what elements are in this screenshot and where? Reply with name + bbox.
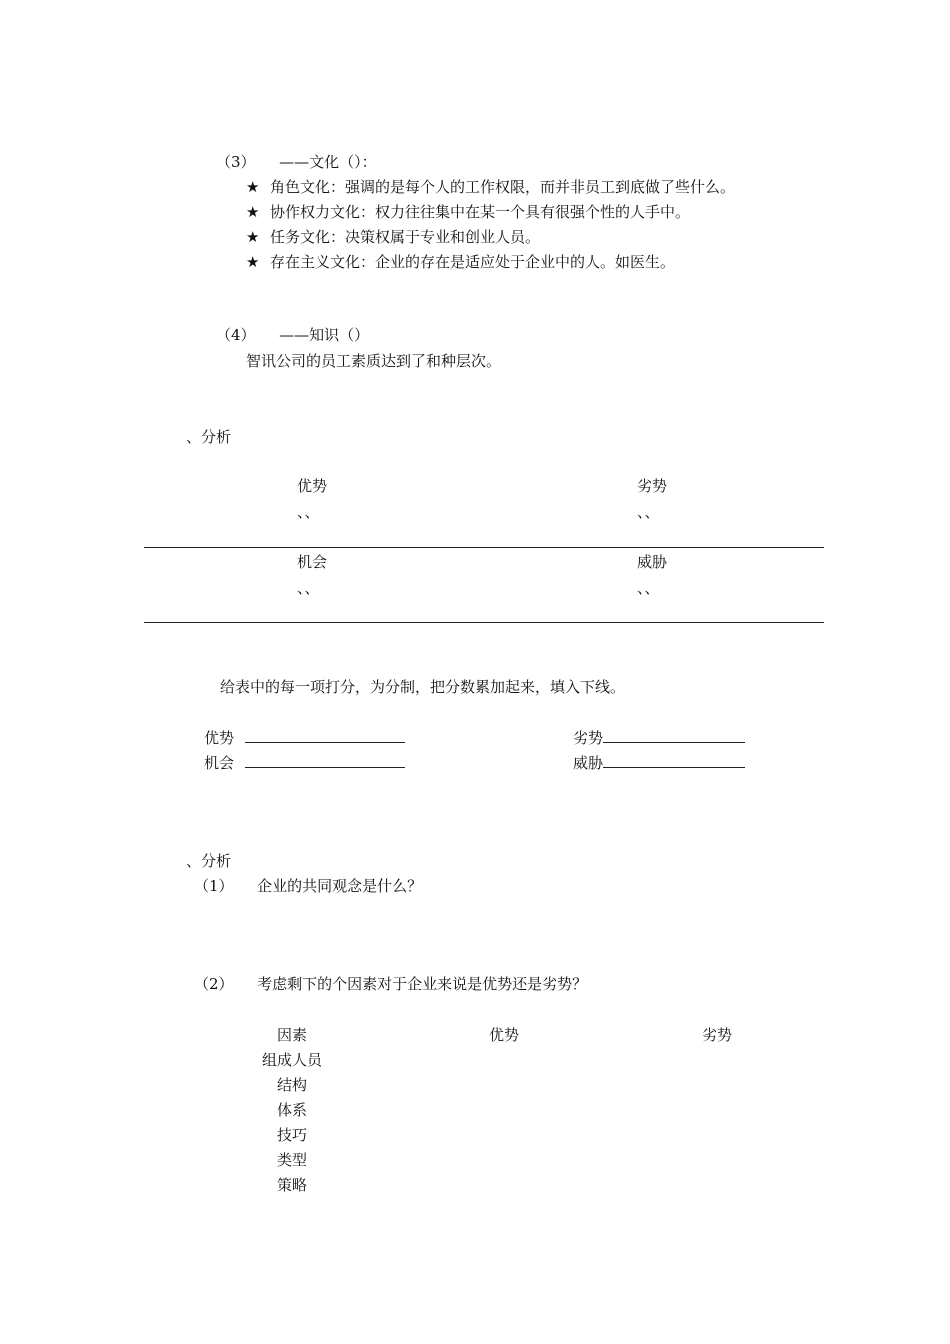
score-weaknesses [573,727,745,748]
analysis2-heading: 、分析 [186,852,232,870]
swot-weaknesses-label: 劣势 [637,477,668,495]
score-threats-label: 威胁 [573,754,604,772]
score-opportunities-blank[interactable] [245,752,405,768]
section4-body: 智讯公司的员工素质达到了和种层次。 [246,352,502,370]
section3-label: （3） [216,153,256,171]
list-item [246,227,540,247]
analysis1-heading: 、分析 [186,428,232,446]
question-1-label: （1） [194,877,234,895]
list-item [246,252,675,272]
list-item-text: 任务文化：决策权属于专业和创业人员。 [270,228,541,246]
section3-title: ——文化（）： [279,153,377,171]
star-icon: ★ [246,178,260,196]
question-1-text: 企业的共同观念是什么？ [257,877,423,895]
score-weaknesses-label: 劣势 [573,729,604,747]
table-header-weakness: 劣势 [702,1026,733,1044]
swot-weaknesses-marks: 、、 [637,503,660,521]
score-strengths-label: 优势 [204,729,235,747]
list-item [246,177,735,197]
swot-threats-label: 威胁 [637,553,668,571]
swot-opportunities-marks: 、、 [297,579,320,597]
question-1 [194,876,422,896]
question-2 [194,974,587,994]
score-threats-blank[interactable] [603,752,745,768]
divider [144,622,824,623]
score-opportunities-label: 机会 [204,754,235,772]
section4-title: ——知识（） [279,326,370,344]
star-icon: ★ [246,253,260,271]
swot-strengths-label: 优势 [297,477,328,495]
list-item [246,202,690,222]
question-2-label: （2） [194,975,234,993]
list-item-text: 角色文化：强调的是每个人的工作权限，而并非员工到底做了些什么。 [270,178,736,196]
score-threats [573,752,745,773]
table-row: 组成人员 [261,1051,322,1069]
score-weaknesses-blank[interactable] [603,727,745,743]
table-row: 类型 [276,1151,307,1169]
table-header-strength: 优势 [489,1026,520,1044]
swot-opportunities-label: 机会 [297,553,328,571]
divider [144,547,824,548]
swot-threats-marks: 、、 [637,579,660,597]
list-item-text: 协作权力文化：权力往往集中在某一个具有很强个性的人手中。 [270,203,691,221]
star-icon: ★ [246,228,260,246]
star-icon: ★ [246,203,260,221]
list-item-text: 存在主义文化：企业的存在是适应处于企业中的人。如医生。 [270,253,676,271]
score-strengths [204,727,405,748]
table-row: 技巧 [276,1126,307,1144]
section4-heading [216,325,369,345]
section3-heading [216,152,377,172]
table-row: 体系 [276,1101,307,1119]
score-strengths-blank[interactable] [245,727,405,743]
score-opportunities [204,752,405,773]
table-header-factor: 因素 [276,1026,307,1044]
section4-label: （4） [216,326,256,344]
question-2-text: 考虑剩下的个因素对于企业来说是优势还是劣势？ [257,975,588,993]
table-row: 结构 [276,1076,307,1094]
table-row: 策略 [276,1176,307,1194]
instruction-text: 给表中的每一项打分，为分制，把分数累加起来，填入下线。 [220,678,626,696]
swot-strengths-marks: 、、 [297,503,320,521]
